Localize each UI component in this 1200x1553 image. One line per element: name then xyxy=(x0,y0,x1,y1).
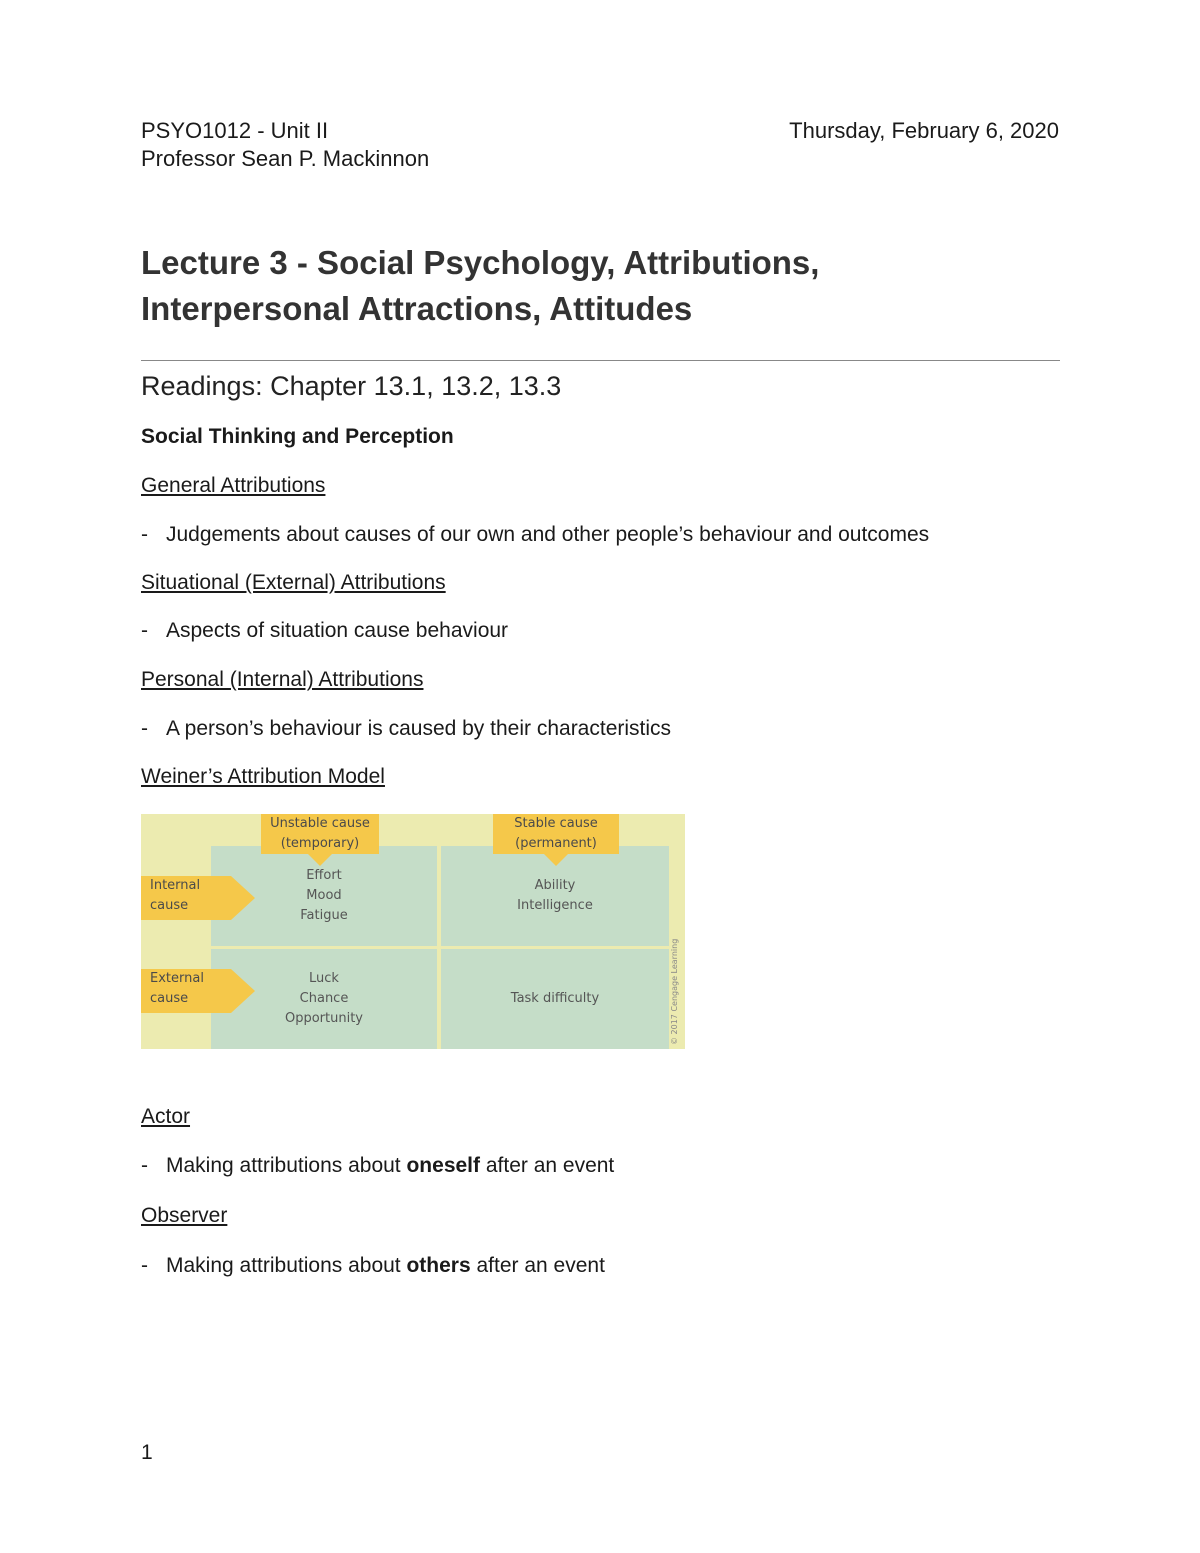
cell-text: Fatigue xyxy=(300,908,348,923)
cell-external-stable xyxy=(441,949,669,1049)
situational-attributions-heading: Situational (External) Attributions xyxy=(141,571,446,594)
situational-attributions-bullet xyxy=(141,617,508,645)
label-text: cause xyxy=(150,991,189,1006)
bullet-emphasis: others xyxy=(406,1254,471,1277)
date-label: Thursday, February 6, 2020 xyxy=(789,118,1059,143)
bullet-dash: - xyxy=(141,1154,148,1177)
personal-attributions-heading: Personal (Internal) Attributions xyxy=(141,668,424,691)
cell-text: Chance xyxy=(299,991,349,1006)
label-text: (temporary) xyxy=(280,836,360,851)
bullet-text: Making attributions about xyxy=(166,1254,407,1277)
bullet-text: after an event xyxy=(470,1254,605,1277)
label-text: External xyxy=(150,971,204,986)
label-text: Unstable cause xyxy=(270,816,370,831)
label-text: cause xyxy=(150,898,189,913)
observer-bullet xyxy=(141,1252,605,1280)
cell-text: Opportunity xyxy=(284,1011,363,1026)
label-text: Stable cause xyxy=(514,816,598,831)
personal-attributions-bullet xyxy=(141,715,671,743)
section-heading: Social Thinking and Perception xyxy=(141,425,454,448)
bullet-dash: - xyxy=(141,1254,148,1277)
bullet-dash: - xyxy=(141,619,148,642)
actor-heading: Actor xyxy=(141,1105,191,1128)
bullet-text: A person’s behaviour is caused by their characteristics xyxy=(166,717,672,740)
divider xyxy=(141,360,1060,361)
bullet-dash: - xyxy=(141,717,148,740)
course-label: PSYO1012 - Unit II xyxy=(141,118,329,143)
cell-text: Mood xyxy=(306,888,342,903)
weiner-diagram xyxy=(141,814,685,1049)
page-number: 1 xyxy=(141,1441,153,1464)
cell-text: Task difficulty xyxy=(510,991,600,1006)
bullet-text: Aspects of situation cause behaviour xyxy=(166,619,509,642)
title-line-1: Lecture 3 - Social Psychology, Attributions, xyxy=(141,244,820,281)
actor-bullet xyxy=(141,1152,614,1180)
readings: Readings: Chapter 13.1, 13.2, 13.3 xyxy=(141,371,562,401)
label-text: (permanent) xyxy=(515,836,597,851)
bullet-text: after an event xyxy=(480,1154,615,1177)
stable-cause-label xyxy=(493,814,619,854)
general-attributions-heading: General Attributions xyxy=(141,474,326,497)
internal-cause-label xyxy=(141,876,231,920)
bullet-dash: - xyxy=(141,523,148,546)
observer-heading: Observer xyxy=(141,1204,228,1227)
title-line-2: Interpersonal Attractions, Attitudes xyxy=(141,290,693,327)
unstable-cause-label xyxy=(261,814,379,854)
copyright-note: © 2017 Cengage Learning xyxy=(670,938,679,1045)
label-text: Internal xyxy=(150,878,201,893)
general-attributions-bullet xyxy=(141,521,929,549)
bullet-text: Making attributions about xyxy=(166,1154,407,1177)
bullet-emphasis: oneself xyxy=(406,1154,481,1177)
cell-text: Ability xyxy=(534,878,576,893)
external-cause-label xyxy=(141,969,231,1013)
bullet-text: Judgements about causes of our own and other people’s behaviour and outcomes xyxy=(166,523,930,546)
cell-text: Intelligence xyxy=(517,898,593,913)
page-title xyxy=(141,240,1081,332)
weiner-model-heading: Weiner’s Attribution Model xyxy=(141,765,385,788)
professor-label: Professor Sean P. Mackinnon xyxy=(141,146,430,171)
cell-text: Luck xyxy=(309,971,339,986)
cell-text: Effort xyxy=(306,868,342,883)
